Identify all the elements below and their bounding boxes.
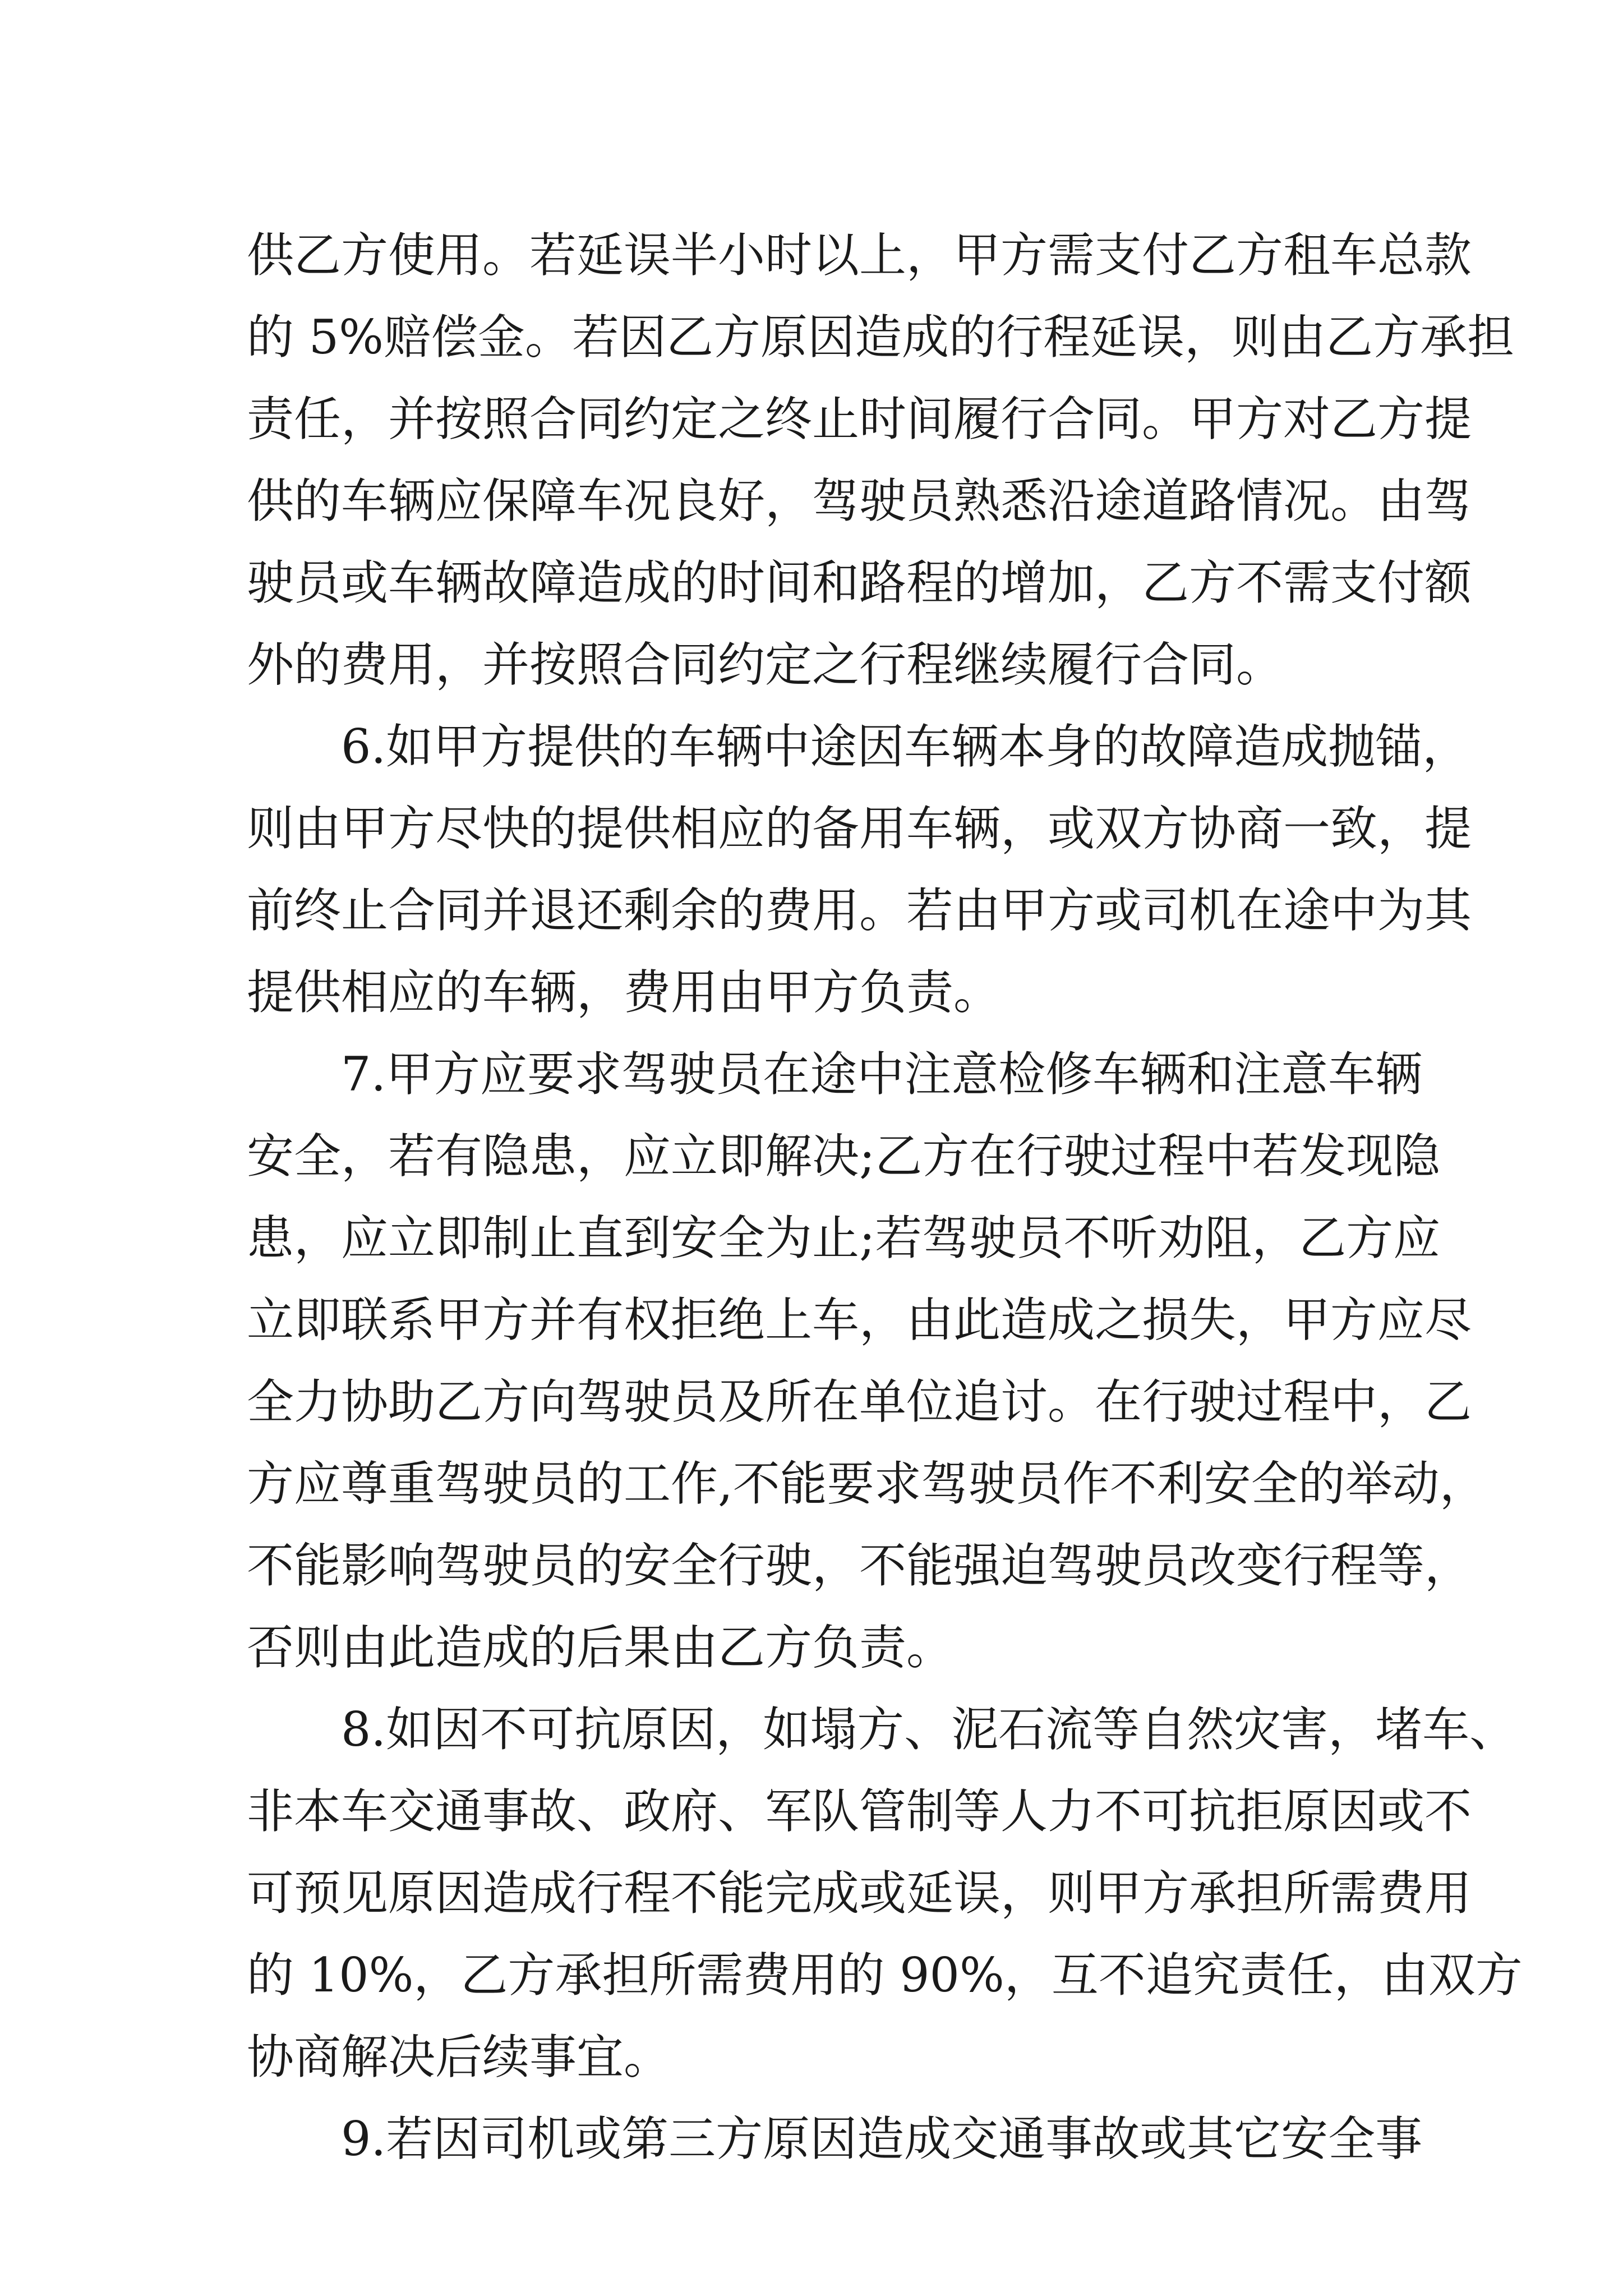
text-line: 供乙方使用。若延误半小时以上，甲方需支付乙方租车总款 (247, 228, 1472, 283)
text-line: 立即联系甲方并有权拒绝上车，由此造成之损失，甲方应尽 (247, 1292, 1472, 1347)
text-line: 则由甲方尽快的提供相应的备用车辆，或双方协商一致，提 (247, 801, 1472, 856)
text-line: 协商解决后续事宜。 (247, 2030, 671, 2085)
text-line: 否则由此造成的后果由乙方负责。 (247, 1620, 954, 1675)
text-line: 外的费用，并按照合同约定之行程继续履行合同。 (247, 637, 1284, 692)
text-line: 供的车辆应保障车况良好，驾驶员熟悉沿途道路情况。由驾 (247, 473, 1472, 528)
text-line: 责任，并按照合同约定之终止时间履行合同。甲方对乙方提 (247, 392, 1472, 447)
text-line: 提供相应的车辆，费用由甲方负责。 (247, 965, 1001, 1020)
text-line: 患，应立即制止直到安全为止;若驾驶员不听劝阻，乙方应 (247, 1211, 1441, 1266)
document-body (247, 214, 1523, 2180)
text-line: 驶员或车辆故障造成的时间和路程的增加，乙方不需支付额 (247, 555, 1472, 610)
text-line: 不能影响驾驶员的安全行驶，不能强迫驾驶员改变行程等， (247, 1538, 1472, 1593)
text-line: 全力协助乙方向驾驶员及所在单位追讨。在行驶过程中，乙 (247, 1374, 1472, 1429)
text-line: 非本车交通事故、政府、军队管制等人力不可抗拒原因或不 (247, 1784, 1472, 1839)
clause-6-first-line: 6.如甲方提供的车辆中途因车辆本身的故障造成抛锚， (341, 719, 1470, 774)
text-line: 安全，若有隐患，应立即解决;乙方在行驶过程中若发现隐 (247, 1129, 1441, 1184)
text-line: 前终止合同并退还剩余的费用。若由甲方或司机在途中为其 (247, 883, 1472, 938)
clause-8-first-line: 8.如因不可抗原因，如塌方、泥石流等自然灾害，堵车、 (341, 1702, 1517, 1757)
text-line: 的 10%，乙方承担所需费用的 90%，互不追究责任，由双方 (247, 1948, 1523, 2003)
text-line: 方应尊重驾驶员的工作,不能要求驾驶员作不利安全的举动， (247, 1456, 1487, 1511)
text-line: 可预见原因造成行程不能完成或延误，则甲方承担所需费用 (247, 1866, 1472, 1921)
clause-7-first-line: 7.甲方应要求驾驶员在途中注意检修车辆和注意车辆 (341, 1047, 1423, 1102)
clause-9-first-line: 9.若因司机或第三方原因造成交通事故或其它安全事 (341, 2111, 1423, 2166)
text-line: 的 5%赔偿金。若因乙方原因造成的行程延误，则由乙方承担 (247, 310, 1514, 365)
